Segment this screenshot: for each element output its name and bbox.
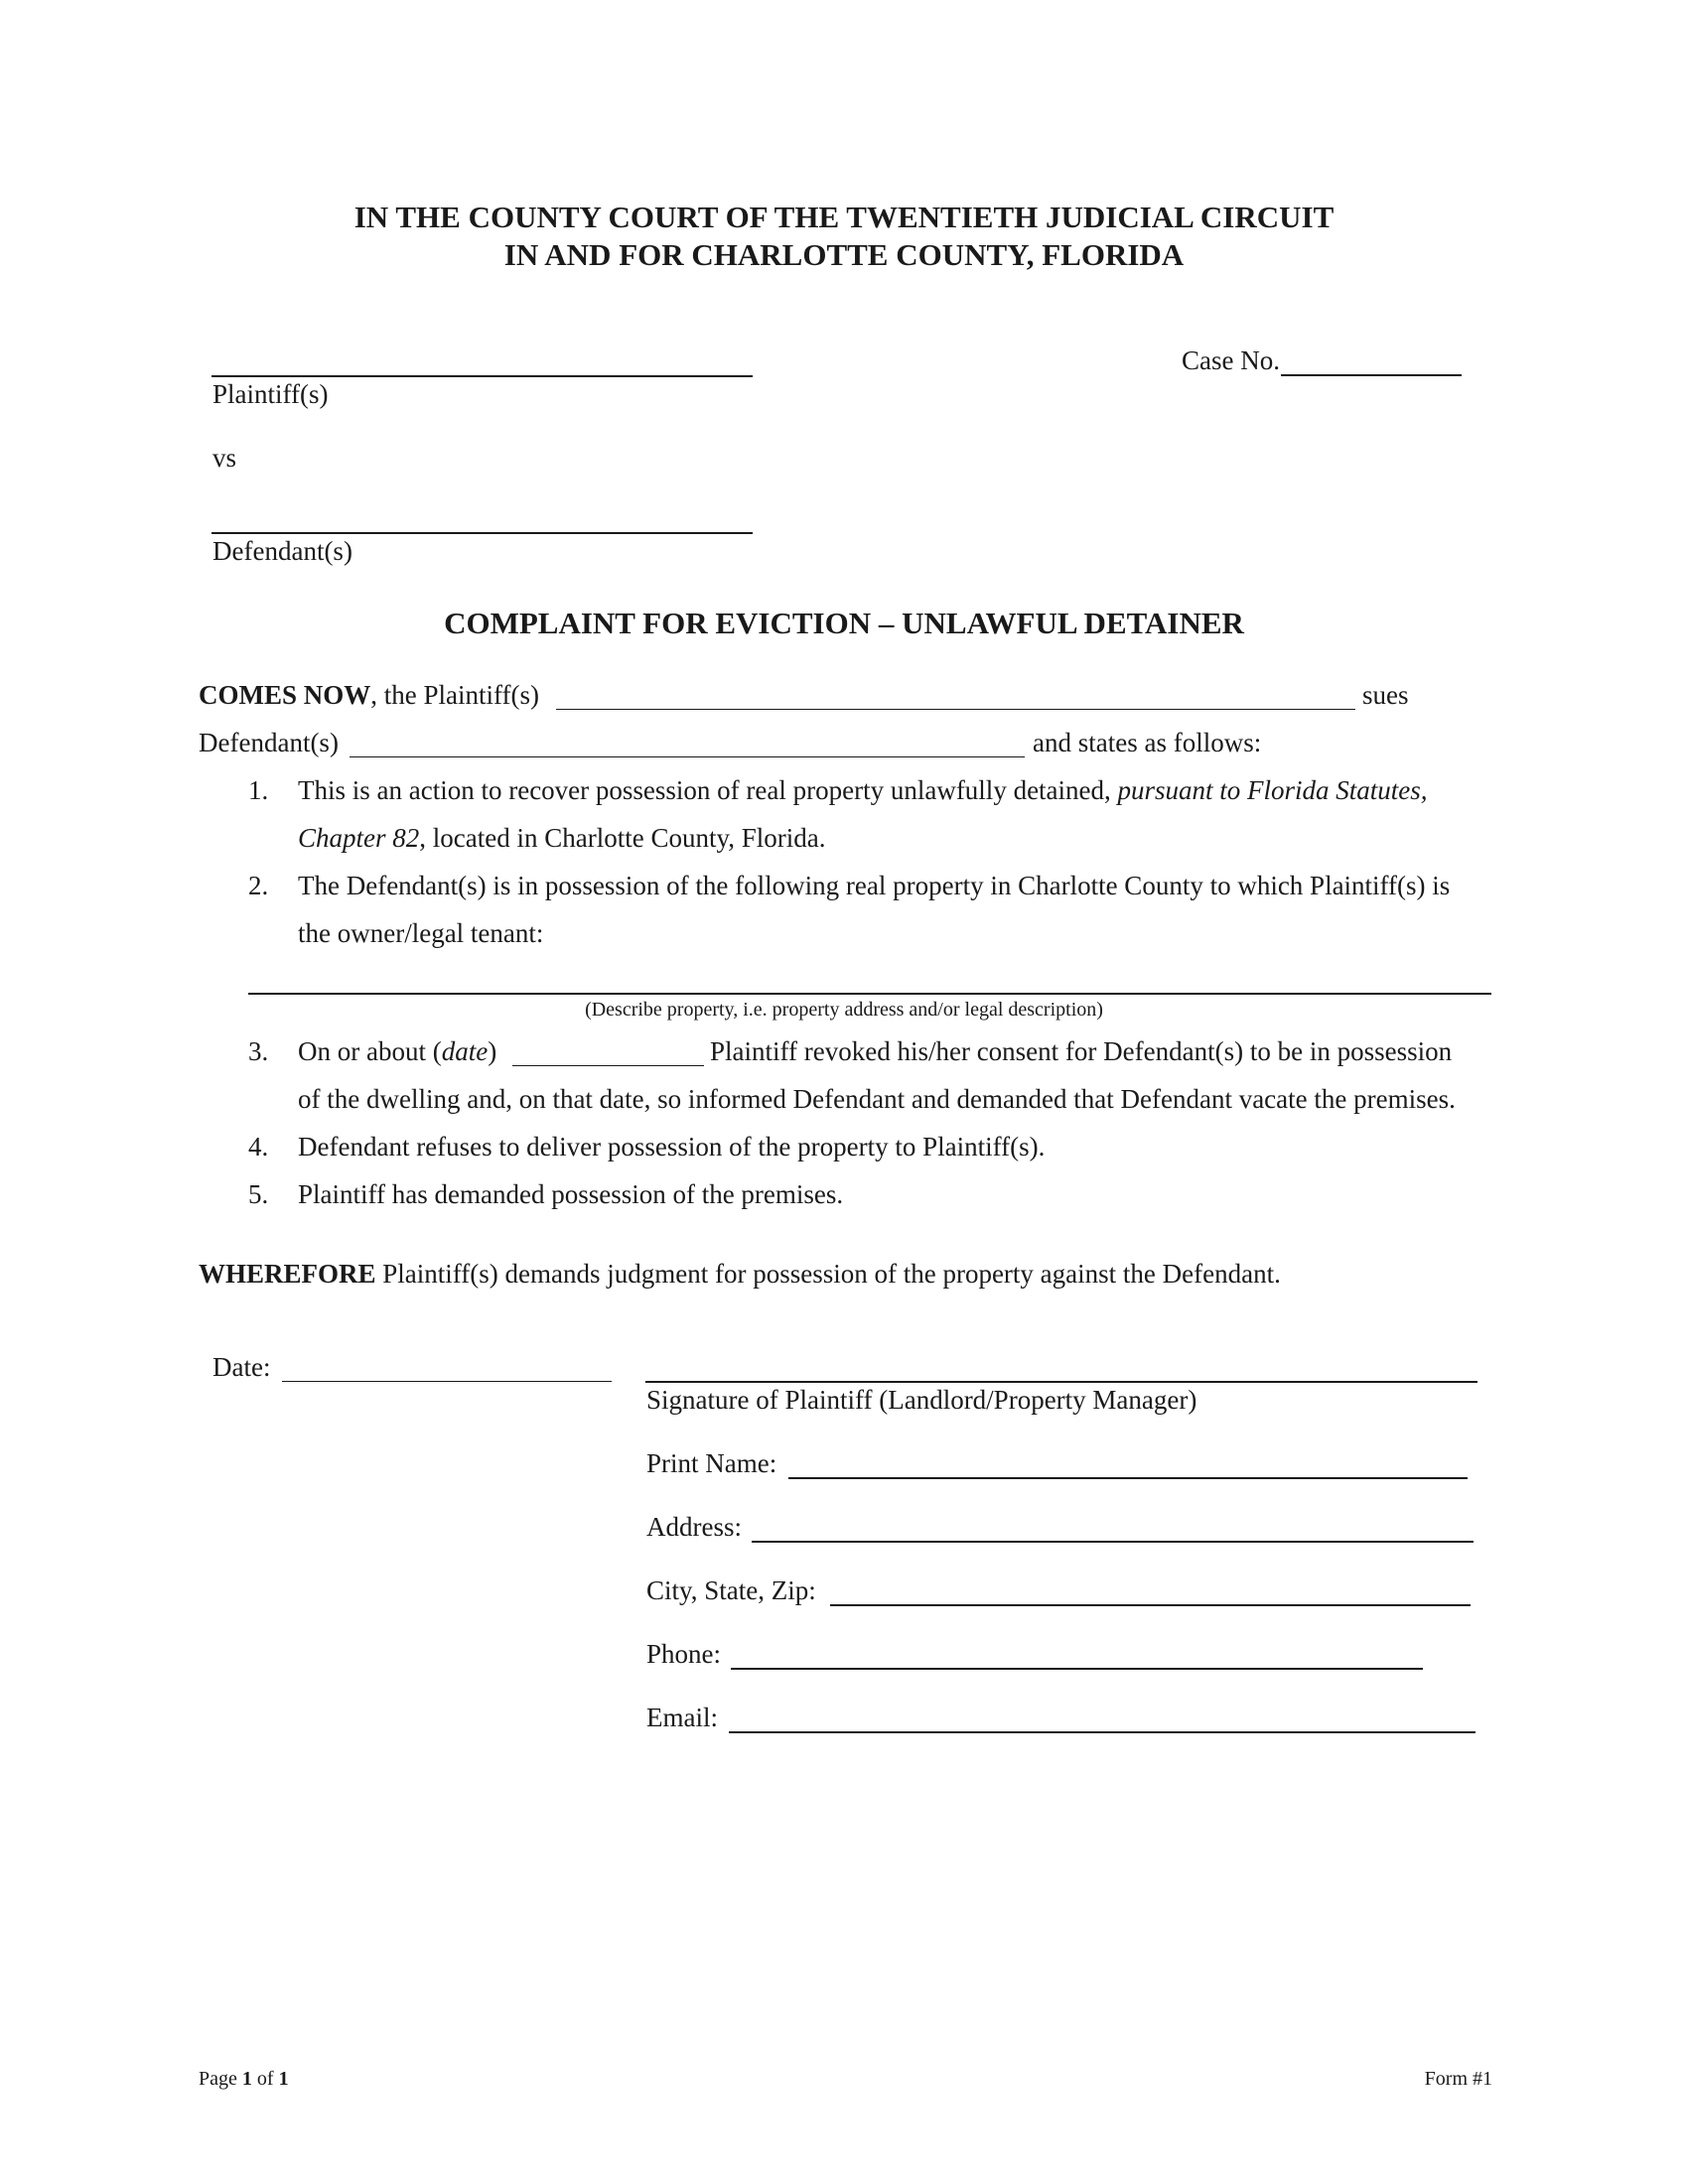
court-heading-line2: IN AND FOR CHARLOTTE COUNTY, FLORIDA	[503, 237, 1185, 272]
item-3-paren: )	[488, 1036, 497, 1066]
item-2-line2: the owner/legal tenant:	[298, 918, 544, 948]
item-1-number: 1.	[248, 775, 269, 805]
item-3-on-or-about: On or about (	[298, 1036, 442, 1066]
case-no-label: Case No.	[1182, 345, 1280, 375]
item-1-line2	[298, 821, 825, 855]
item-4-number: 4.	[248, 1132, 269, 1161]
phone-label: Phone:	[646, 1639, 722, 1669]
item-1-chapter-italic: Chapter 82	[298, 823, 420, 853]
intro-states: and states as follows:	[1033, 728, 1262, 757]
item-5-text: Plaintiff has demanded possession of the premises.	[298, 1179, 844, 1209]
form-label: Form #1	[1424, 2068, 1492, 2090]
signature-label: Signature of Plaintiff (Landlord/Property Manager)	[646, 1385, 1197, 1415]
plaintiffs-name-blank-line[interactable]	[556, 709, 1355, 710]
email-blank-line[interactable]	[729, 1731, 1476, 1733]
print-name-blank-line[interactable]	[788, 1477, 1468, 1479]
page-total: 1	[278, 2068, 289, 2090]
city-state-zip-blank-line[interactable]	[830, 1604, 1471, 1606]
wherefore-paragraph	[199, 1257, 1281, 1291]
wherefore-text: Plaintiff(s) demands judgment for possession of the property against the Defendant.	[375, 1259, 1281, 1289]
item-5-number: 5.	[248, 1179, 269, 1209]
defendant-label: Defendant(s)	[212, 536, 352, 566]
intro-line1	[199, 678, 539, 712]
wherefore-bold: WHEREFORE	[199, 1259, 376, 1289]
page-number	[199, 2067, 289, 2091]
item-3-line1-start	[298, 1034, 496, 1068]
item-1-location: , located in Charlotte County, Florida.	[419, 823, 826, 853]
print-name-label: Print Name:	[646, 1448, 777, 1478]
item-1-line1	[298, 773, 1428, 807]
intro-defendants: Defendant(s)	[199, 728, 339, 757]
address-label: Address:	[646, 1512, 742, 1542]
property-description-blank-line[interactable]	[248, 993, 1491, 995]
plaintiff-label: Plaintiff(s)	[212, 379, 329, 409]
date-blank-line[interactable]	[282, 1381, 612, 1382]
revocation-date-blank-line[interactable]	[512, 1065, 704, 1066]
date-label: Date:	[212, 1352, 271, 1382]
court-heading-line1: IN THE COUNTY COURT OF THE TWENTIETH JUDICIAL CIRCUIT	[353, 200, 1335, 234]
address-blank-line[interactable]	[752, 1541, 1474, 1543]
item-1-text: This is an action to recover possession of real property unlawfully detained,	[298, 775, 1118, 805]
sues-text: sues	[1362, 680, 1409, 710]
item-2-line1: The Defendant(s) is in possession of the following real property in Charlotte County to which Plaintiff(s) is	[298, 871, 1451, 900]
intro-the-plaintiffs: , the Plaintiff(s)	[370, 680, 539, 710]
item-3-line2: of the dwelling and, on that date, so informed Defendant and demanded that Defendant vacate the premises.	[298, 1084, 1456, 1114]
item-3-line1-end: Plaintiff revoked his/her consent for Defendant(s) to be in possession	[710, 1036, 1453, 1066]
email-label: Email:	[646, 1703, 718, 1732]
vs-label: vs	[212, 443, 237, 473]
phone-blank-line[interactable]	[731, 1668, 1423, 1670]
defendants-name-blank-line[interactable]	[350, 756, 1025, 757]
property-caption: (Describe property, i.e. property address and/or legal description)	[585, 999, 1103, 1021]
case-no-blank-line[interactable]	[1281, 374, 1462, 376]
city-state-zip-label: City, State, Zip:	[646, 1575, 816, 1605]
item-4-text: Defendant refuses to deliver possession of the property to Plaintiff(s).	[298, 1132, 1046, 1161]
item-1-statute-italic: pursuant to Florida Statutes,	[1117, 775, 1428, 805]
page-prefix: Page	[199, 2068, 242, 2090]
comes-now-bold: COMES NOW	[199, 680, 371, 710]
item-3-date-italic: date	[441, 1036, 489, 1066]
item-2-number: 2.	[248, 871, 269, 900]
page-of: of	[251, 2068, 279, 2090]
item-3-number: 3.	[248, 1036, 269, 1066]
page-current: 1	[241, 2068, 252, 2090]
document-title: COMPLAINT FOR EVICTION – UNLAWFUL DETAINER	[444, 606, 1244, 640]
